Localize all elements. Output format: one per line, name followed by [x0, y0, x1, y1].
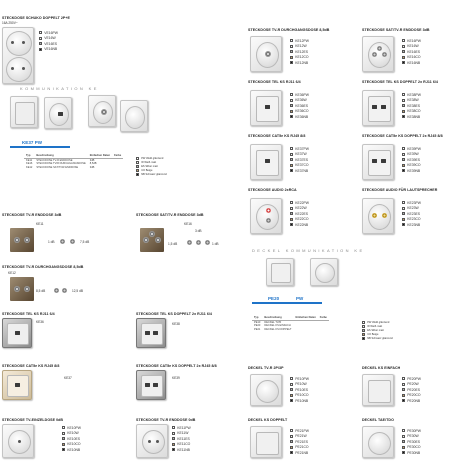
tv-end-code: KE11 — [36, 222, 44, 226]
ke-banner: KOMMUNIKATION KE — [20, 86, 99, 91]
tv-durch-db-2: 12,5 dB — [72, 289, 83, 293]
r-tel-rj11-dbl-title: STECKDOSE TEL KS DOPPELT 2x RJ11 6/4 — [362, 80, 438, 84]
deckel-blind-image — [362, 426, 394, 458]
deckel-spec-table — [252, 316, 329, 331]
option-nb[interactable]: VE16NB — [39, 47, 58, 53]
pin-hole — [22, 41, 25, 44]
r-audio-image — [250, 198, 282, 234]
r-speaker-image — [362, 198, 394, 234]
table-row: PE10 DECKEL TV/R — [254, 320, 282, 324]
r-cat5-dbl-title: STECKDOSE CAT5e KS DOPPELT 2x RJ45 8/8 — [362, 134, 443, 138]
schuko-socket-image — [2, 27, 34, 84]
sat-end-module-image — [140, 228, 164, 252]
tel-rj11-dbl-code: KE38 — [172, 322, 180, 326]
ke-product-image-2 — [44, 97, 72, 129]
tv-durch-code: KE12 — [8, 271, 16, 275]
deckel-series-label-2: PW — [296, 296, 304, 301]
tv-einzel-title: STECKDOSE TV-EINZELDOSE 0dB — [2, 418, 64, 422]
deckel-ks-image — [362, 374, 394, 406]
r-tel-rj11-dbl-options: KE38PW KE38W KE38ES KE38CO KE38NB — [402, 92, 421, 120]
sat-end-db-1: 3 dB — [195, 229, 202, 233]
tv-end2-options: KE11PW KE11W KE11ES KE11CO KE11NB — [172, 425, 191, 453]
deckel-ks-dbl-image — [250, 426, 282, 458]
cat5-dbl-code: KE39 — [172, 376, 180, 380]
table-row: KE16 STECKDOSE TV/R DURCHGANGSDOSE 8,5dB — [26, 162, 97, 166]
ke-series-label: KE37 PW — [22, 140, 43, 145]
r-cat5-options: KE37PW KE37W KE37ES KE37CO KE37NB — [290, 146, 309, 174]
table-row: PE20 DECKEL KS EINFACH — [254, 324, 291, 328]
r-sat-end-title: STECKDOSE SAT/TV-R ENDDOSE 3dB — [362, 28, 430, 32]
deckel-series-label-1: PE20 — [268, 296, 280, 301]
option-pw[interactable]: VE16PW — [39, 30, 58, 36]
deckel-tv-title: DECKEL TV-R 2P/3P — [248, 366, 284, 370]
schuko-spec: 16A 250V~ — [2, 21, 18, 25]
tv-end-symbol-2 — [70, 239, 75, 244]
table-header: Typ Beschreibung Einfachen Daten Farbe — [254, 316, 327, 320]
r-sat-end-image — [362, 36, 394, 72]
deckel-ks-options: PE20PW PE20W PE20ES PE20CO PE20NB — [402, 376, 421, 404]
deckel-ks-dbl-title: DECKEL KS DOPPELT — [248, 418, 288, 422]
cat5-dbl-title: STECKDOSE CAT5e KS DOPPELT 2x RJ45 8/8 — [136, 364, 217, 368]
deckel-series-bar — [252, 302, 322, 304]
r-tel-rj11-image — [250, 90, 282, 126]
ke-product-image-3 — [88, 95, 116, 127]
table-row: PE21 DECKEL KS DOPPELT — [254, 328, 292, 332]
sat-end-db-3: 1 dB — [212, 242, 219, 246]
deckel-ks-title: DECKEL KS EINFACH — [362, 366, 401, 370]
r-tv-durch-title: STECKDOSE TV-R DURCHGANGSDOSE 8,5dB — [248, 28, 330, 32]
deckel-ks-dbl-options: PE21PW PE21W PE21ES PE21CO PE21NB — [290, 428, 309, 456]
cat5-dbl-image — [136, 370, 166, 400]
tv-durch-db-1: 8,5 dB — [36, 289, 46, 293]
pin-hole — [22, 67, 25, 70]
r-sat-end-options: KE16PW KE16W KE16ES KE16CO KE16NB — [402, 38, 421, 66]
r-tel-rj11-dbl-image — [362, 90, 394, 126]
table-row: KE12 STECKDOSE SAT/TV/R ENDDOSE 3dB — [26, 166, 95, 170]
sat-end-db-2: 1,5 dB — [168, 242, 178, 246]
deckel-blind-options: PE30PW PE30W PE30ES PE30CO PE30NB — [402, 428, 421, 456]
deckel-tv-options: PE10PW PE10W PE10ES PE10CO PE10NB — [290, 376, 309, 404]
ke-product-image-4 — [120, 100, 148, 132]
deckel-color-legend: PW Weiß glänzend W Weiß matt ES Silber matt CO Beige NB Schwarz glänzend — [362, 320, 393, 341]
socket-lower — [6, 57, 32, 82]
pin-hole — [11, 41, 14, 44]
tel-rj11-dbl-title: STECKDOSE TEL KS DOPPELT 2x RJ11 6/4 — [136, 312, 212, 316]
tv-einzel-image — [2, 424, 34, 458]
rj-port — [58, 112, 63, 116]
r-tel-rj11-options: KE36PW KE36W KE36ES KE36CO KE36NB — [290, 92, 309, 120]
tv-end-db-1: 1 dB — [48, 240, 55, 244]
tv-end-title: STECKDOSE TV-R ENDDOSE 3dB — [2, 213, 62, 217]
socket-upper — [6, 31, 32, 56]
ke-spec-table — [24, 154, 123, 169]
schuko-title: STECKDOSE SCHUKO DOPPELT 2P+E — [2, 16, 70, 20]
ke-series-bar — [10, 146, 70, 148]
ke-color-legend: PW Weiß glänzend W Weiß matt ES Silber matt CO Beige NB Schwarz glänzend — [136, 156, 167, 177]
tel-rj11-image — [2, 318, 32, 348]
table-row: KE11 STECKDOSE TV-R ENDDOSE 3dB — [26, 158, 95, 162]
r-speaker-title: STECKDOSE AUDIO FÜR LAUTSPRECHER — [362, 188, 438, 192]
tv-end-db-2: 7,5 dB — [80, 240, 90, 244]
tel-rj11-title: STECKDOSE TEL KS RJ11 6/4 — [2, 312, 55, 316]
r-cat5-image — [250, 144, 282, 180]
deckel-image-2 — [310, 258, 338, 286]
tv-end-symbol-1 — [60, 239, 65, 244]
tel-rj11-code: KE36 — [36, 320, 44, 324]
deckel-banner: DECKEL KOMMUNIKATION KE — [252, 248, 365, 253]
r-cat5-title: STECKDOSE CAT5e KS RJ45 8/8 — [248, 134, 306, 138]
cat5-image — [2, 370, 32, 400]
sat-end-code: KE16 — [184, 222, 192, 226]
option-es[interactable]: VE16ES — [39, 41, 58, 47]
tv-end-module-image — [10, 228, 34, 252]
r-cat5-dbl-options: KE39PW KE39W KE39ES KE39CO KE39NB — [402, 146, 421, 174]
table-header: Typ Beschreibung Einfachen Daten Farbe — [26, 154, 122, 158]
ke-product-image-1 — [10, 96, 38, 128]
tv-durch-module-image — [10, 277, 34, 301]
cat5-code: KE37 — [64, 376, 72, 380]
r-audio-title: STECKDOSE AUDIO 2xRCA — [248, 188, 297, 192]
sat-end-title: STECKDOSE SAT/TV-R ENDDOSE 3dB — [136, 213, 204, 217]
deckel-blind-title: DECKEL TAE/TDO — [362, 418, 394, 422]
r-tv-durch-options: KE12PW KE12W KE12ES KE12CO KE12NB — [290, 38, 309, 66]
r-cat5-dbl-image — [362, 144, 394, 180]
tv-end2-title: STECKDOSE TV-R ENDDOSE 0dB — [136, 418, 196, 422]
pin-hole — [11, 67, 14, 70]
r-speaker-options: KE23PW KE23W KE23ES KE23CO KE23NB — [402, 200, 421, 228]
schuko-options — [39, 30, 58, 52]
coax-port — [101, 109, 107, 115]
r-audio-options: KE22PW KE22W KE22ES KE22CO KE22NB — [290, 200, 309, 228]
r-tel-rj11-title: STECKDOSE TEL KS RJ11 6/4 — [248, 80, 301, 84]
deckel-tv-image — [250, 374, 282, 406]
cat5-title: STECKDOSE CAT5e KS RJ45 8/8 — [2, 364, 60, 368]
tv-einzel-options: KE10PW KE10W KE10ES KE10CO KE10NB — [62, 425, 81, 453]
r-tv-durch-image — [250, 36, 282, 72]
tv-durch-title: STECKDOSE TV-R DURCHGANGSDOSE 8,5dB — [2, 265, 84, 269]
tel-rj11-dbl-image — [136, 318, 166, 348]
tv-end2-image — [136, 424, 168, 458]
option-w[interactable]: VE16W — [39, 36, 58, 42]
deckel-image-1 — [266, 258, 294, 286]
